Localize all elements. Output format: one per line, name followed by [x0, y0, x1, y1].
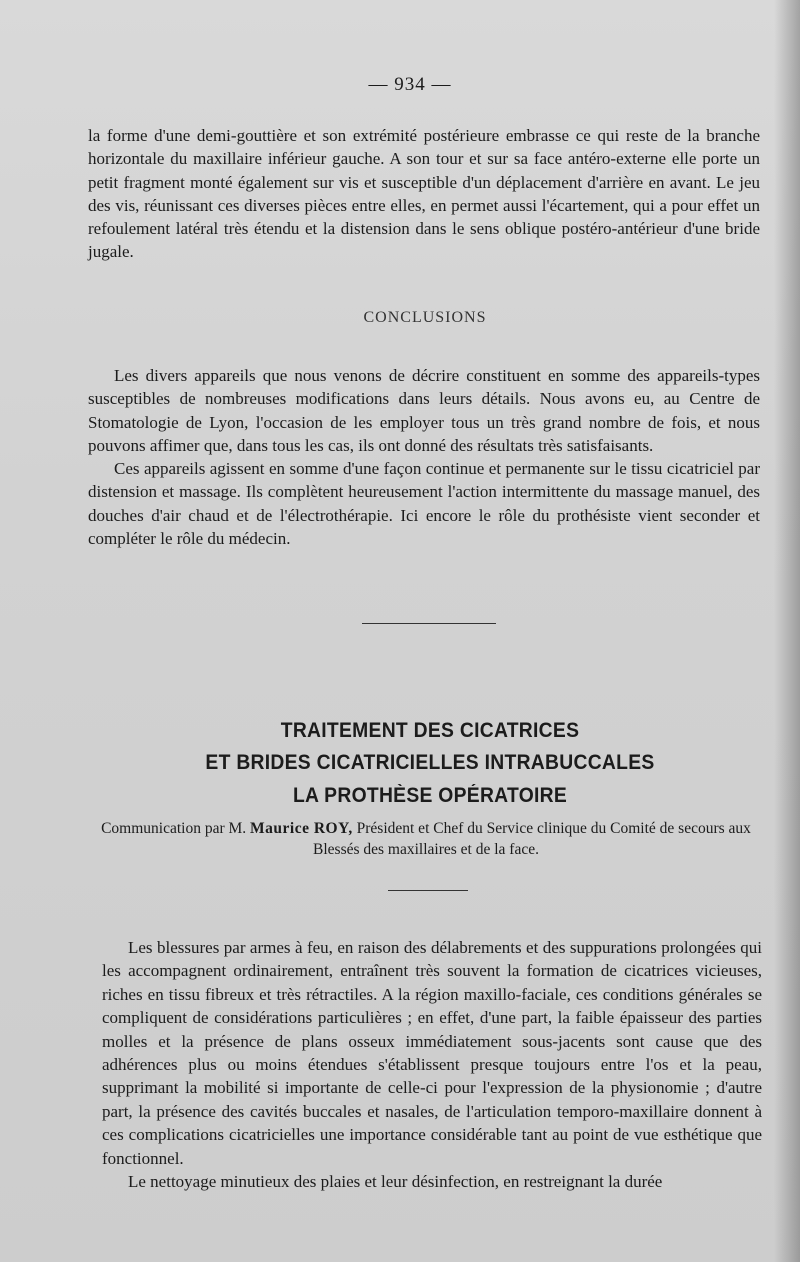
article-title-line-2: ET BRIDES CICATRICIELLES INTRABUCCALES: [205, 751, 655, 774]
conclusions-block: [88, 364, 760, 550]
article-title-line-3: LA PROTHÈSE OPÉRATOIRE: [292, 784, 568, 807]
article-body: [102, 936, 762, 1193]
conclusions-paragraph-2: Ces appareils agissent en somme d'une façon continue et permanente sur le tissu cicatriciel par distension et massage. Ils complètent heureusement l'action intermittente du massage manuel, des douches d'air chaud et de l'électrothérapie. Ici encore le rôle du prothésiste vient seconder et compléter le rôle du médecin.: [88, 459, 760, 549]
section-divider: [362, 623, 496, 624]
article-title-line-1: TRAITEMENT DES CICATRICES: [280, 719, 580, 742]
intro-paragraph: la forme d'une demi-gouttière et son extrémité postérieure embrasse ce qui reste de la branche horizontale du maxillaire inférieur gauche. A son tour et sur sa face antéro-externe elle porte un petit fragment monté également sur vis et susceptible d'un déplacement d'arrière en avant. Le jeu des vis, réunissant ces diverses pièces entre elles, en permet aussi l'écartement, qui a pour effet un refoulement latéral très étendu et la distension dans le sens oblique postéro-antérieur d'une bride jugale.: [88, 126, 760, 262]
article-paragraph-1: Les blessures par armes à feu, en raison des délabrements et des suppurations prolongées qui les accompagnent ordinairement, entraînent très souvent la formation de cicatrices vicieuses, riches en tissu fibreux et très rétractiles. A la région maxillo-faciale, ces conditions générales se compliquent de considérations particulières ; en effet, d'une part, la faible épaisseur des parties molles et la présence de plans osseux immédiatement sous-jacents sont cause que des adhérences plus ou moins étendues s'établissent presque toujours entre l'os et la peau, supprimant la mobilité si importante de celle-ci pour l'expression de la physionomie ; d'autre part, la présence des cavités buccales et nasales, de l'articulation temporo-maxillaire donnent à ces complications cicatricielles une importance considérable tant au point de vue esthétique que fonctionnel.: [102, 938, 762, 1168]
article-paragraph-2: Le nettoyage minutieux des plaies et leur désinfection, en restreignant la durée: [128, 1172, 663, 1192]
page-edge-shadow: [774, 0, 800, 1262]
intro-paragraph-block: [88, 124, 760, 264]
page-number: — 934 —: [368, 74, 452, 95]
byline-suffix: Président et Chef du Service clinique du Comité de secours aux Blessés des maxillaires et de la face.: [313, 820, 751, 858]
conclusions-heading: CONCLUSIONS: [363, 309, 487, 326]
byline-divider: [388, 890, 468, 891]
byline-prefix: Communication par M.: [101, 820, 247, 837]
article-byline: [92, 818, 760, 860]
conclusions-paragraph-1: Les divers appareils que nous venons de décrire constituent en somme des appareils-types susceptibles de nombreuses modifications dans leurs détails. Nous avons eu, au Centre de Stomatologie de Lyon, l'occasion de les employer tous un très grand nombre de fois, et nous pouvons affimer que, dans tous les cas, ils ont donné des résultats très satisfaisants.: [88, 366, 760, 455]
byline-author: Maurice ROY,: [250, 820, 353, 837]
